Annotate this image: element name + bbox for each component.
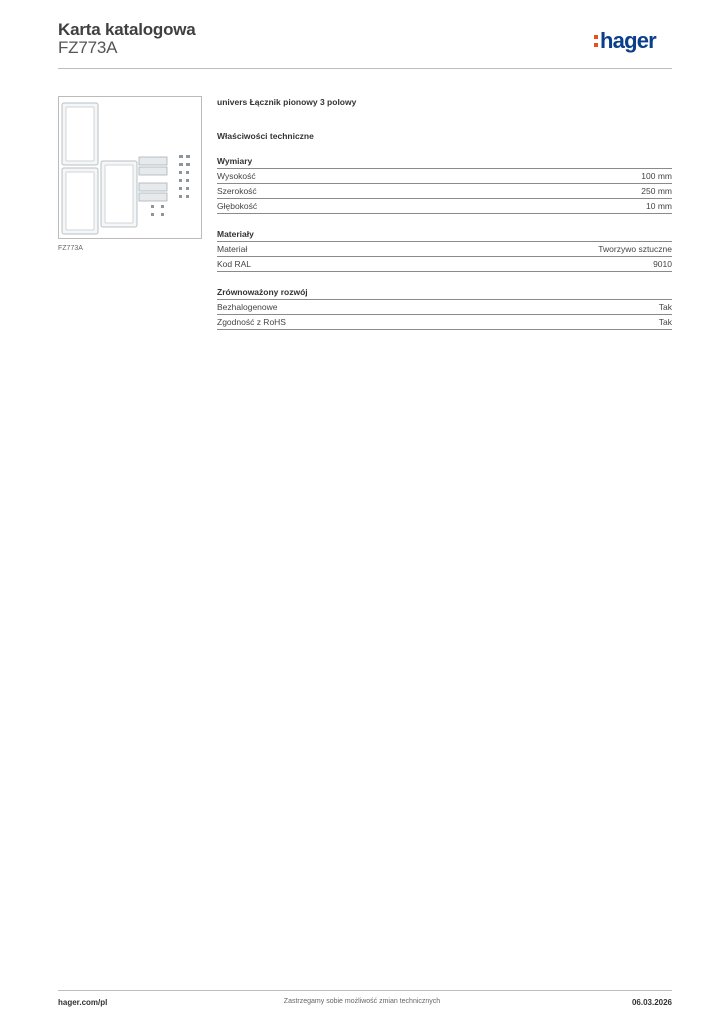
spec-value: 100 mm: [641, 171, 672, 181]
logo-text: hager: [600, 28, 656, 53]
product-title: univers Łącznik pionowy 3 polowy: [217, 97, 357, 107]
spec-label: Materiał: [217, 244, 248, 254]
footer-divider: [58, 990, 672, 991]
spec-value: Tak: [658, 317, 672, 327]
group-heading: Materiały: [217, 229, 254, 239]
spec-label: Szerokość: [217, 186, 257, 196]
spec-label: Kod RAL: [217, 259, 252, 269]
spec-row: [217, 256, 672, 272]
technical-heading: Właściwości techniczne: [217, 131, 314, 141]
header-divider: [58, 68, 672, 69]
spec-row: [217, 183, 672, 198]
spec-value: 10 mm: [646, 201, 672, 211]
product-reference: FZ773A: [58, 38, 118, 57]
hager-logo[interactable]: [594, 28, 656, 54]
image-caption: FZ773A: [58, 245, 83, 252]
footer-date: 06.03.2026: [631, 998, 672, 1007]
group-heading: Wymiary: [217, 156, 253, 166]
spec-row: [217, 299, 672, 314]
group-materials: [217, 228, 672, 272]
spec-value: 250 mm: [641, 186, 672, 196]
product-details: [217, 96, 672, 330]
logo-dots-icon: [594, 35, 598, 47]
spec-row: [217, 241, 672, 256]
product-image: [58, 96, 202, 239]
spec-value: Tworzywo sztuczne: [598, 244, 672, 254]
spec-row: [217, 314, 672, 330]
spec-label: Głębokość: [217, 201, 258, 211]
spec-row: [217, 168, 672, 183]
header-title: Karta katalogowa: [58, 20, 196, 39]
group-heading: Zrównoważony rozwój: [217, 287, 308, 297]
spec-label: Wysokość: [217, 171, 256, 181]
group-sustainability: [217, 286, 672, 330]
spec-value: 9010: [653, 259, 672, 269]
spec-label: Bezhalogenowe: [217, 302, 278, 312]
footer-disclaimer: Zastrzegamy sobie możliwość zmian technicznych: [283, 998, 441, 1005]
spec-row: [217, 198, 672, 214]
spec-label: Zgodność z RoHS: [217, 317, 286, 327]
spec-value: Tak: [658, 302, 672, 312]
group-dimensions: [217, 155, 672, 214]
footer-website-link[interactable]: hager.com/pl: [58, 998, 108, 1007]
